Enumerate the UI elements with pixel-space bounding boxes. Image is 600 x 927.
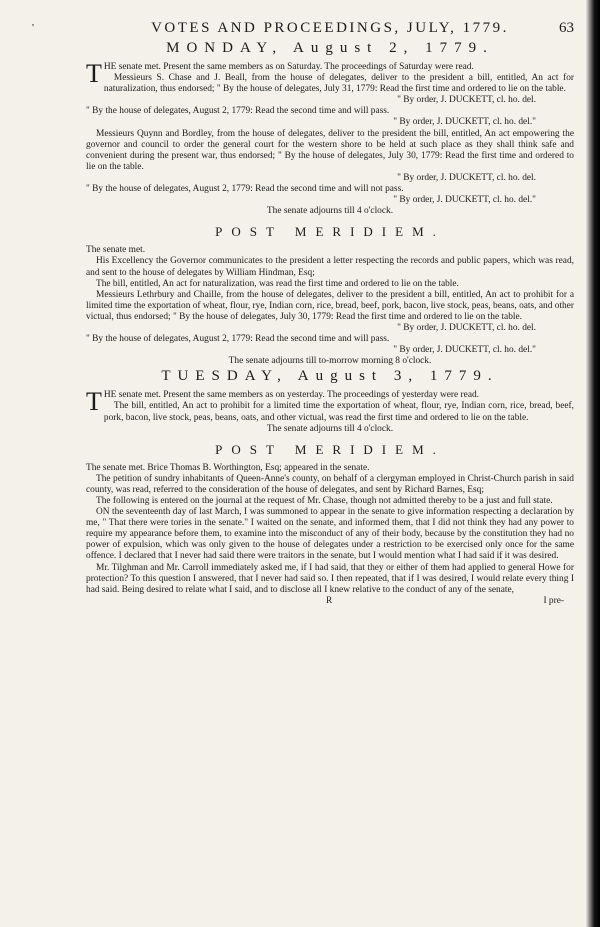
paragraph: Messieurs Quynn and Bordley, from the house of delegates, deliver to the president the bill, entitled, An act empowering the governor and council to order the general court for the western shore to be held at such place as they shall think safe and convenient during the present war, thus endorsed; " By the house of delegates, July 30, 1779: Read the first time and ordered to lie on the table. (86, 128, 574, 172)
paragraph: " By the house of delegates, August 2, 1779: Read the second time and will pass. (86, 106, 390, 117)
opening-paragraph: THE senate met. Present the same members as on Saturday. The proceedings of Saturday were read. (86, 59, 474, 88)
section-heading: POST MERIDIEM. (215, 441, 445, 457)
catchword: I pre- (543, 595, 564, 606)
paragraph: " By the house of delegates, August 2, 1779: Read the second time and will pass. (86, 334, 390, 345)
running-title: VOTES AND PROCEEDINGS, JULY, 1779. (151, 20, 509, 36)
document-body (86, 39, 574, 596)
signature-mark: R (326, 595, 333, 606)
adjournment-line: The senate adjourns till 4 o'clock. (266, 206, 394, 217)
order-signature: " By order, J. DUCKETT, cl. ho. del." (393, 195, 536, 206)
section-heading: POST MERIDIEM. (215, 224, 445, 240)
order-signature: " By order, J. DUCKETT, cl. ho. del. (397, 172, 536, 183)
section-heading: MONDAY, August 2, 1779. (166, 40, 494, 56)
paragraph: The senate met. (86, 245, 146, 256)
section-heading: TUESDAY, August 3, 1779. (161, 368, 499, 385)
order-signature: " By order, J. DUCKETT, cl. ho. del." (393, 117, 536, 128)
order-signature: " By order, J. DUCKETT, cl. ho. del. (397, 322, 536, 333)
paragraph: Messieurs S. Chase and J. Beall, from the house of delegates, deliver to the president a bill, entitled, An act for naturalization, thus endorsed; " By the house of delegates, July 31, 1779: Read the first time and ordered to lie on the table. (103, 73, 574, 95)
adjournment-line: The senate adjourns till 4 o'clock. (266, 423, 394, 434)
order-signature: " By order, J. DUCKETT, cl. ho. del." (393, 345, 536, 356)
opening-paragraph: THE senate met. Present the same members as on yesterday. The proceedings of yesterday were read. (86, 387, 480, 417)
paragraph: The following is entered on the journal at the request of Mr. Chase, though not admitted thereby to be a just and full state. (96, 496, 553, 506)
margin-mark: ' (32, 22, 34, 34)
paragraph: Messieurs Lethrbury and Chaille, from the house of delegates, deliver to the president a bill, entitled, An act to prohibit for a limited time the exportation of wheat, flour, rye, Indian corn, rice, bread, beef, pork, bacon, live stock, peas, beans, oats, and other victual, thus endorsed; " By the house of delegates, July 30, 1779: Read the first time and ordered to lie on the table. (86, 289, 574, 322)
paragraph: ON the seventeenth day of last March, I was summoned to appear in the senate to give information respecting a declaration by me, " That there were tories in the senate." I waited on the senate, and informed them, that I did not think they had any power to require my appearance before them, to examine into the misconduct of any of their body, because by the constitution they had no power of expulsion, which was only given to the house of delegates under a restriction to be exercised only once for the same offence. I declared that I never had said there were traitors in the senate, but I would mention what I had said if it was desired. (86, 507, 574, 562)
running-header (86, 18, 574, 38)
scan-edge-shadow (586, 0, 600, 927)
paragraph: The petition of sundry inhabitants of Queen-Anne's county, on behalf of a clergyman employed in Christ-Church parish in said county, was read, referred to the consideration of the house of delegates, and sent by Richard Barnes, Esq; (86, 473, 574, 495)
paragraph: The senate met. Brice Thomas B. Worthington, Esq; appeared in the senate. (86, 462, 370, 473)
page-footer (86, 596, 574, 610)
paragraph: The bill, entitled, An act to prohibit for a limited time the exportation of wheat, flour, rye, Indian corn, rice, bread, beef, pork, bacon, live stock, peas, beans, oats, and other victual, was read the first time and ordered to lie on the table. (103, 401, 574, 423)
adjournment-line: The senate adjourns till to-morrow morning 8 o'clock. (228, 356, 432, 367)
page-number: 63 (559, 20, 574, 36)
order-signature: " By order, J. DUCKETT, cl. ho. del. (397, 95, 536, 106)
paragraph: " By the house of delegates, August 2, 1779: Read the second time and will not pass. (86, 184, 404, 195)
paragraph: His Excellency the Governor communicates to the president a letter respecting the records and public papers, which was read, and sent to the house of delegates by William Hindman, Esq; (86, 256, 574, 278)
paragraph: The bill, entitled, An act for naturalization, was read the first time and ordered to lie on the table. (96, 278, 459, 289)
paragraph: Mr. Tilghman and Mr. Carroll immediately asked me, if I had said, that they or either of them had applied to general Howe for protection? To this question I answered, that I never had said so. I then repeated, that if I was desired, I would relate every thing I had said. Being desired to relate what I said, and to disclose all I knew relative to the conduct of any of the senate, (86, 562, 574, 595)
